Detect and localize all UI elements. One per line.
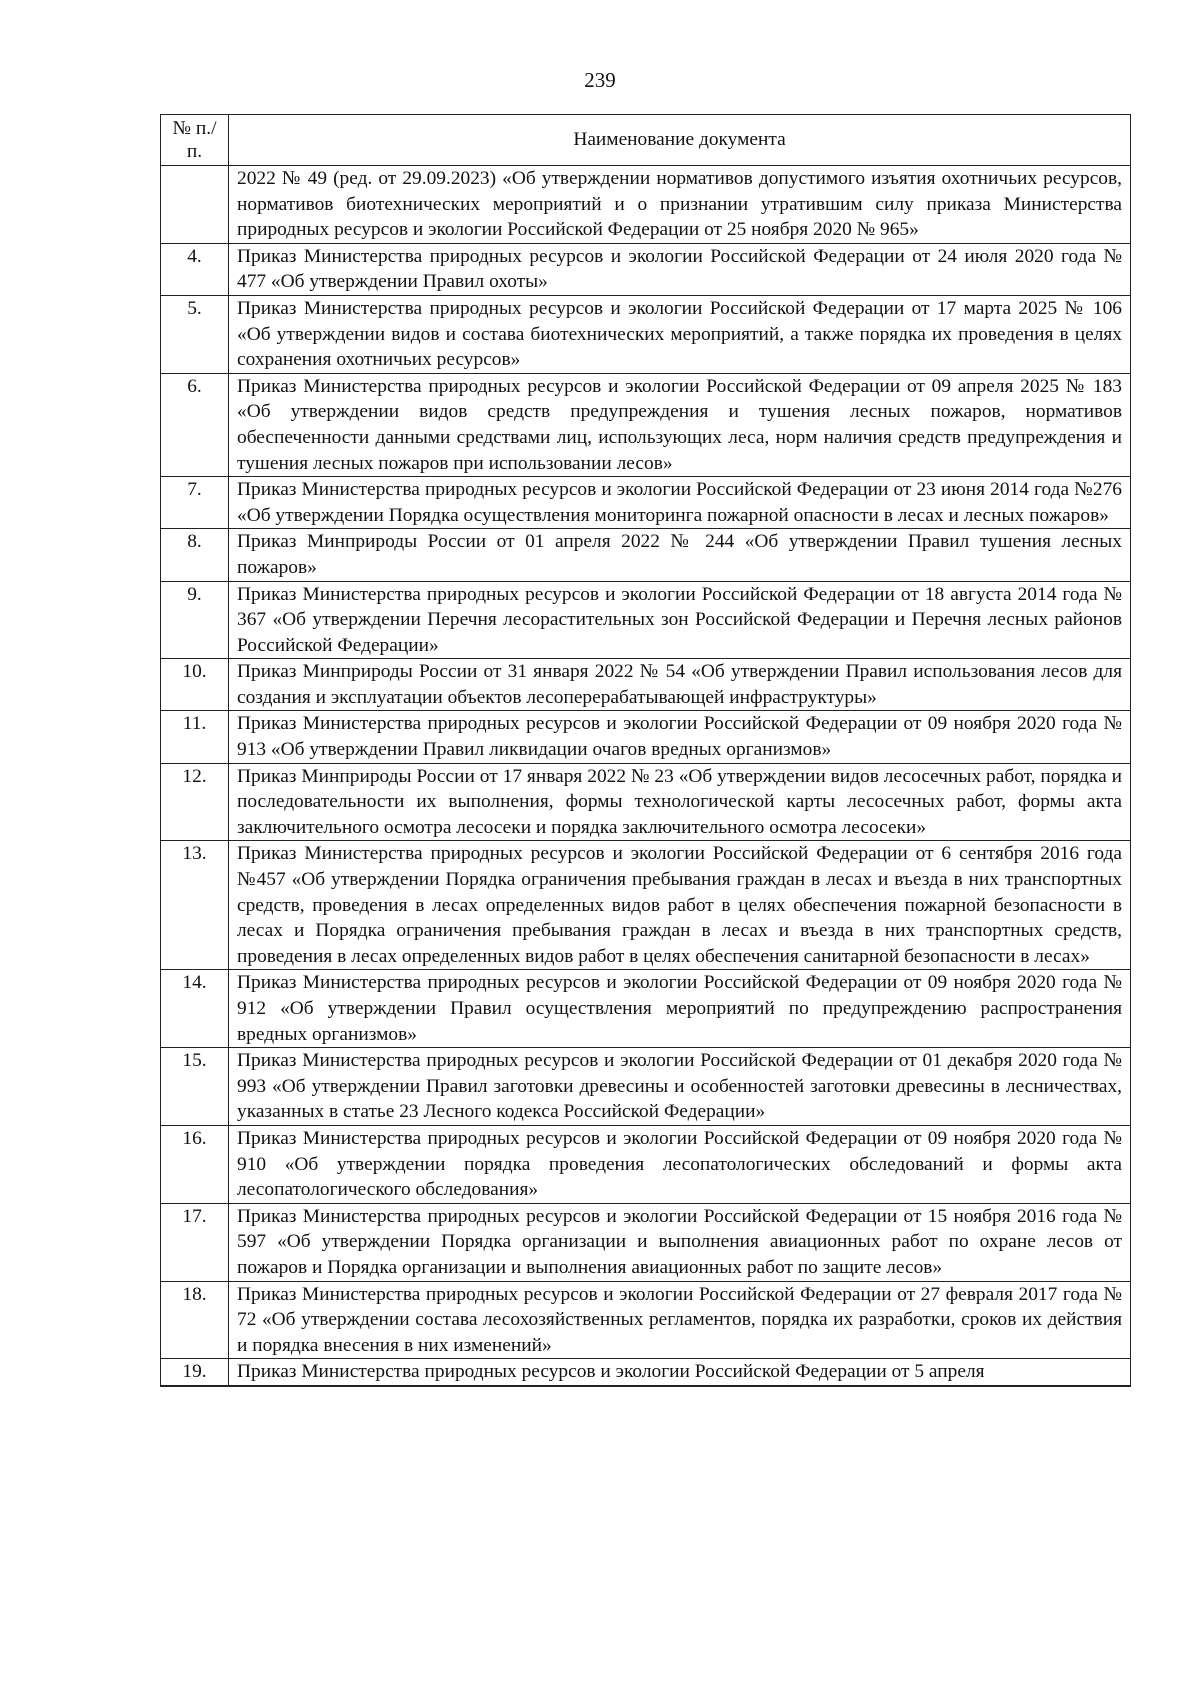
document-name: Приказ Министерства природных ресурсов и экологии Российской Федерации от 24 июля 2020 года № 477 «Об утверждении Правил охоты»: [229, 243, 1131, 295]
row-number: [161, 1385, 229, 1386]
document-name: Приказ Министерства природных ресурсов и экологии Российской Федерации от 5 апреля: [229, 1359, 1131, 1386]
table-row: [161, 841, 1131, 970]
row-number: 16.: [161, 1125, 229, 1203]
document-name: Приказ Министерства природных ресурсов и экологии Российской Федерации от 6 сентября 2016 года №457 «Об утверждении Порядка ограничения пребывания граждан в лесах и въезда в них транспортных средств, проведения в лесах определенных видов работ в целях обеспечения пожарной безопасности в лесах и Порядка ограничения пребывания граждан в лесах и въезда в них транспортных средств, проведения в лесах определенных видов работ в целях обеспечения санитарной безопасности в лесах»: [229, 841, 1131, 970]
document-name: Приказ Минприроды России от 31 января 2022 № 54 «Об утверждении Правил использования лесов для создания и эксплуатации объектов лесоперерабатывающей инфраструктуры»: [229, 659, 1131, 711]
document-name: Приказ Министерства природных ресурсов и экологии Российской Федерации от 15 ноября 2016 года № 597 «Об утверждении Порядка организации и выполнения авиационных работ по охране лесов от пожаров и Порядка организации и выполнения авиационных работ по защите лесов»: [229, 1203, 1131, 1281]
row-number: 13.: [161, 841, 229, 970]
table-row: [161, 1281, 1131, 1359]
row-number: 7.: [161, 477, 229, 529]
row-number: 18.: [161, 1281, 229, 1359]
table-row: [161, 1203, 1131, 1281]
table-row: [161, 1385, 1131, 1386]
document-name: Приказ Министерства природных ресурсов и экологии Российской Федерации от 09 ноября 2020 года № 910 «Об утверждении порядка проведения лесопатологических обследований и формы акта лесопатологического обследования»: [229, 1125, 1131, 1203]
document-name: 2022 № 49 (ред. от 29.09.2023) «Об утверждении нормативов допустимого изъятия охотничьих ресурсов, нормативов биотехнических мероприятий и о признании утратившим силу приказа Министерства природных ресурсов и экологии Российской Федерации от 25 ноября 2020 № 965»: [229, 166, 1131, 244]
document-name: Приказ Министерства природных ресурсов и экологии Российской Федерации от 27 февраля 2017 года № 72 «Об утверждении состава лесохозяйственных регламентов, порядка их разработки, сроков их действия и порядка внесения в них изменений»: [229, 1281, 1131, 1359]
table-row: [161, 711, 1131, 763]
document-name: [229, 1385, 1131, 1386]
row-number: [161, 166, 229, 244]
document-name: Приказ Министерства природных ресурсов и экологии Российской Федерации от 23 июня 2014 года №276 «Об утверждении Порядка осуществления мониторинга пожарной опасности в лесах и лесных пожаров»: [229, 477, 1131, 529]
documents-table: [160, 114, 1131, 1387]
document-name: Приказ Минприроды России от 01 апреля 2022 № 244 «Об утверждении Правил тушения лесных пожаров»: [229, 529, 1131, 581]
document-name: Приказ Министерства природных ресурсов и экологии Российской Федерации от 09 ноября 2020 года № 912 «Об утверждении Правил осуществления мероприятий по предупреждению распространения вредных организмов»: [229, 970, 1131, 1048]
table-row: [161, 373, 1131, 476]
document-name: Приказ Минприроды России от 17 января 2022 № 23 «Об утверждении видов лесосечных работ, порядка и последовательности их выполнения, формы технологической карты лесосечных работ, формы акта заключительного осмотра лесосеки и порядка заключительного осмотра лесосеки»: [229, 763, 1131, 841]
document-name: Приказ Министерства природных ресурсов и экологии Российской Федерации от 18 августа 2014 года № 367 «Об утверждении Перечня лесорастительных зон Российской Федерации и Перечня лесных районов Российской Федерации»: [229, 581, 1131, 659]
table-row: [161, 477, 1131, 529]
document-name: Приказ Министерства природных ресурсов и экологии Российской Федерации от 17 марта 2025 № 106 «Об утверждении видов и состава биотехнических мероприятий, а также порядка их проведения в целях сохранения охотничьих ресурсов»: [229, 295, 1131, 373]
table-row: [161, 1048, 1131, 1126]
table-header-row: [161, 115, 1131, 166]
table-row: [161, 763, 1131, 841]
table-row: [161, 243, 1131, 295]
row-number: 10.: [161, 659, 229, 711]
row-number: 8.: [161, 529, 229, 581]
document-name: Приказ Министерства природных ресурсов и экологии Российской Федерации от 09 апреля 2025 № 183 «Об утверждении видов средств предупреждения и тушения лесных пожаров, нормативов обеспеченности данными средствами лиц, использующих леса, норм наличия средств предупреждения и тушения лесных пожаров при использовании лесов»: [229, 373, 1131, 476]
row-number: 5.: [161, 295, 229, 373]
table-row: [161, 970, 1131, 1048]
table-row: [161, 166, 1131, 244]
document-name: Приказ Министерства природных ресурсов и экологии Российской Федерации от 01 декабря 2020 года № 993 «Об утверждении Правил заготовки древесины и особенностей заготовки древесины в лесничествах, указанных в статье 23 Лесного кодекса Российской Федерации»: [229, 1048, 1131, 1126]
column-header-number: № п./п.: [161, 115, 229, 166]
row-number: 6.: [161, 373, 229, 476]
row-number: 14.: [161, 970, 229, 1048]
table-row: [161, 659, 1131, 711]
table-row: [161, 581, 1131, 659]
row-number: 11.: [161, 711, 229, 763]
row-number: 4.: [161, 243, 229, 295]
table-row: [161, 1125, 1131, 1203]
row-number: 17.: [161, 1203, 229, 1281]
table-row: [161, 1359, 1131, 1386]
table-row: [161, 529, 1131, 581]
row-number: 15.: [161, 1048, 229, 1126]
row-number: 9.: [161, 581, 229, 659]
column-header-document-name: Наименование документа: [229, 115, 1131, 166]
document-name: Приказ Министерства природных ресурсов и экологии Российской Федерации от 09 ноября 2020 года № 913 «Об утверждении Правил ликвидации очагов вредных организмов»: [229, 711, 1131, 763]
page-number: 239: [584, 68, 616, 92]
table-row: [161, 295, 1131, 373]
row-number: 12.: [161, 763, 229, 841]
row-number: 19.: [161, 1359, 229, 1386]
